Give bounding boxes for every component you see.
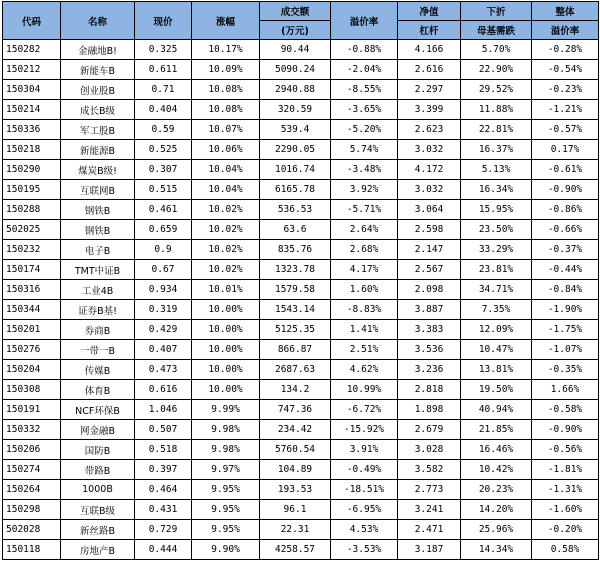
cell-overall: -0.57% (532, 120, 599, 140)
table-row (3, 60, 599, 80)
cell-premium: -3.65% (331, 100, 398, 120)
table-row (3, 160, 599, 180)
cell-name: 房地产B (61, 540, 135, 560)
cell-leverage: 4.172 (398, 160, 461, 180)
cell-change: 10.07% (192, 120, 260, 140)
cell-overall: -0.44% (532, 260, 599, 280)
cell-premium: 2.51% (331, 340, 398, 360)
cell-price: 0.659 (135, 220, 192, 240)
cell-down: 19.50% (461, 380, 532, 400)
cell-code: 150232 (3, 240, 61, 260)
cell-volume: 539.4 (260, 120, 331, 140)
cell-code: 150195 (3, 180, 61, 200)
cell-volume: 866.87 (260, 340, 331, 360)
cell-code: 150304 (3, 80, 61, 100)
cell-volume: 134.2 (260, 380, 331, 400)
cell-change: 10.04% (192, 180, 260, 200)
cell-name: 电子B (61, 240, 135, 260)
cell-leverage: 1.898 (398, 400, 461, 420)
cell-down: 23.50% (461, 220, 532, 240)
cell-price: 0.67 (135, 260, 192, 280)
cell-premium: 3.92% (331, 180, 398, 200)
cell-name: 新丝路B (61, 520, 135, 540)
cell-premium: -2.04% (331, 60, 398, 80)
cell-overall: -0.28% (532, 40, 599, 60)
cell-down: 40.94% (461, 400, 532, 420)
cell-name: 钢铁B (61, 220, 135, 240)
cell-price: 0.616 (135, 380, 192, 400)
table-row (3, 280, 599, 300)
cell-premium: -3.48% (331, 160, 398, 180)
cell-down: 23.81% (461, 260, 532, 280)
cell-leverage: 3.236 (398, 360, 461, 380)
cell-change: 10.06% (192, 140, 260, 160)
cell-down: 34.71% (461, 280, 532, 300)
cell-leverage: 2.471 (398, 520, 461, 540)
cell-code: 150336 (3, 120, 61, 140)
cell-volume: 1016.74 (260, 160, 331, 180)
cell-change: 10.00% (192, 380, 260, 400)
cell-overall: -0.84% (532, 280, 599, 300)
cell-name: 1000B (61, 480, 135, 500)
cell-overall: -0.58% (532, 400, 599, 420)
cell-leverage: 2.616 (398, 60, 461, 80)
cell-down: 25.96% (461, 520, 532, 540)
cell-overall: -0.37% (532, 240, 599, 260)
cell-volume: 4258.57 (260, 540, 331, 560)
cell-overall: 1.66% (532, 380, 599, 400)
table-row (3, 40, 599, 60)
cell-change: 10.02% (192, 220, 260, 240)
cell-leverage: 2.679 (398, 420, 461, 440)
cell-overall: -0.90% (532, 180, 599, 200)
cell-volume: 320.59 (260, 100, 331, 120)
cell-price: 0.429 (135, 320, 192, 340)
cell-price: 0.444 (135, 540, 192, 560)
cell-price: 0.319 (135, 300, 192, 320)
cell-change: 10.00% (192, 360, 260, 380)
cell-leverage: 3.399 (398, 100, 461, 120)
cell-leverage: 2.773 (398, 480, 461, 500)
cell-price: 0.325 (135, 40, 192, 60)
cell-premium: 10.99% (331, 380, 398, 400)
header-name: 名称 (61, 2, 135, 40)
cell-code: 150332 (3, 420, 61, 440)
header-change: 涨幅 (192, 2, 260, 40)
header-down-bottom: 母基需跌 (461, 21, 532, 40)
cell-volume: 6165.78 (260, 180, 331, 200)
cell-volume: 90.44 (260, 40, 331, 60)
cell-premium: 1.41% (331, 320, 398, 340)
header-row-top (3, 2, 599, 21)
cell-down: 29.52% (461, 80, 532, 100)
cell-premium: 4.17% (331, 260, 398, 280)
cell-code: 150344 (3, 300, 61, 320)
cell-code: 150191 (3, 400, 61, 420)
cell-leverage: 3.028 (398, 440, 461, 460)
cell-price: 0.464 (135, 480, 192, 500)
cell-name: 一带一B (61, 340, 135, 360)
cell-premium: -6.95% (331, 500, 398, 520)
cell-change: 10.01% (192, 280, 260, 300)
cell-price: 0.473 (135, 360, 192, 380)
cell-premium: 1.60% (331, 280, 398, 300)
table-row (3, 200, 599, 220)
cell-change: 10.09% (192, 60, 260, 80)
cell-overall: 0.17% (532, 140, 599, 160)
cell-price: 0.525 (135, 140, 192, 160)
cell-name: 体育B (61, 380, 135, 400)
cell-leverage: 4.166 (398, 40, 461, 60)
cell-leverage: 3.064 (398, 200, 461, 220)
cell-price: 0.431 (135, 500, 192, 520)
table-row (3, 260, 599, 280)
cell-price: 0.515 (135, 180, 192, 200)
cell-price: 1.046 (135, 400, 192, 420)
cell-leverage: 2.098 (398, 280, 461, 300)
cell-premium: 5.74% (331, 140, 398, 160)
cell-down: 7.35% (461, 300, 532, 320)
cell-down: 10.47% (461, 340, 532, 360)
cell-price: 0.461 (135, 200, 192, 220)
cell-overall: -1.81% (532, 460, 599, 480)
cell-leverage: 2.297 (398, 80, 461, 100)
cell-name: 互联B级 (61, 500, 135, 520)
cell-code: 150276 (3, 340, 61, 360)
cell-down: 5.13% (461, 160, 532, 180)
header-nav: 净值 (398, 2, 461, 21)
table-row (3, 340, 599, 360)
cell-change: 9.95% (192, 520, 260, 540)
cell-name: NCF环保B (61, 400, 135, 420)
cell-premium: -5.20% (331, 120, 398, 140)
cell-price: 0.407 (135, 340, 192, 360)
table-row (3, 500, 599, 520)
cell-code: 150274 (3, 460, 61, 480)
cell-name: 新能源B (61, 140, 135, 160)
cell-name: 煤炭B级! (61, 160, 135, 180)
table-row (3, 180, 599, 200)
cell-code: 150214 (3, 100, 61, 120)
cell-volume: 1543.14 (260, 300, 331, 320)
cell-name: 国防B (61, 440, 135, 460)
cell-overall: -1.90% (532, 300, 599, 320)
cell-leverage: 3.032 (398, 180, 461, 200)
cell-overall: -0.35% (532, 360, 599, 380)
cell-name: 券商B (61, 320, 135, 340)
table-row (3, 540, 599, 560)
cell-down: 14.34% (461, 540, 532, 560)
table-row (3, 360, 599, 380)
cell-overall: -0.23% (532, 80, 599, 100)
cell-volume: 5760.54 (260, 440, 331, 460)
cell-code: 150264 (3, 480, 61, 500)
cell-leverage: 3.187 (398, 540, 461, 560)
cell-code: 150288 (3, 200, 61, 220)
header-down: 下折 (461, 2, 532, 21)
cell-name: 成长B级 (61, 100, 135, 120)
cell-overall: -1.60% (532, 500, 599, 520)
cell-name: 新能车B (61, 60, 135, 80)
header-volume-unit: (万元) (260, 21, 331, 40)
cell-change: 10.04% (192, 160, 260, 180)
cell-code: 150308 (3, 380, 61, 400)
cell-down: 14.20% (461, 500, 532, 520)
cell-overall: -0.66% (532, 220, 599, 240)
table-row (3, 240, 599, 260)
cell-down: 22.90% (461, 60, 532, 80)
cell-code: 150118 (3, 540, 61, 560)
cell-leverage: 3.582 (398, 460, 461, 480)
cell-premium: 2.68% (331, 240, 398, 260)
cell-code: 150316 (3, 280, 61, 300)
cell-volume: 2290.05 (260, 140, 331, 160)
cell-code: 150290 (3, 160, 61, 180)
cell-change: 9.99% (192, 400, 260, 420)
cell-name: 军工股B (61, 120, 135, 140)
cell-code: 150204 (3, 360, 61, 380)
cell-down: 21.85% (461, 420, 532, 440)
header-overall: 整体 (532, 2, 599, 21)
cell-change: 10.00% (192, 300, 260, 320)
cell-change: 9.95% (192, 480, 260, 500)
cell-volume: 63.6 (260, 220, 331, 240)
cell-overall: -0.54% (532, 60, 599, 80)
header-leverage: 杠杆 (398, 21, 461, 40)
cell-premium: -8.55% (331, 80, 398, 100)
table-row (3, 300, 599, 320)
cell-price: 0.307 (135, 160, 192, 180)
cell-premium: 4.62% (331, 360, 398, 380)
cell-leverage: 3.887 (398, 300, 461, 320)
cell-name: 互联网B (61, 180, 135, 200)
cell-down: 11.88% (461, 100, 532, 120)
cell-price: 0.934 (135, 280, 192, 300)
cell-overall: -1.31% (532, 480, 599, 500)
cell-volume: 1579.58 (260, 280, 331, 300)
cell-leverage: 2.598 (398, 220, 461, 240)
cell-leverage: 3.241 (398, 500, 461, 520)
table-row (3, 220, 599, 240)
cell-premium: -18.51% (331, 480, 398, 500)
cell-overall: -1.07% (532, 340, 599, 360)
cell-name: 工业4B (61, 280, 135, 300)
cell-down: 15.95% (461, 200, 532, 220)
table-row (3, 460, 599, 480)
table-row (3, 380, 599, 400)
cell-name: 传媒B (61, 360, 135, 380)
cell-code: 150218 (3, 140, 61, 160)
cell-down: 33.29% (461, 240, 532, 260)
cell-name: TMT中证B (61, 260, 135, 280)
cell-name: 证券B基! (61, 300, 135, 320)
table-row (3, 140, 599, 160)
cell-change: 10.08% (192, 100, 260, 120)
cell-down: 16.46% (461, 440, 532, 460)
cell-volume: 747.36 (260, 400, 331, 420)
cell-overall: -0.86% (532, 200, 599, 220)
cell-change: 10.17% (192, 40, 260, 60)
cell-overall: -0.90% (532, 420, 599, 440)
table-row (3, 400, 599, 420)
cell-code: 150201 (3, 320, 61, 340)
cell-volume: 2687.63 (260, 360, 331, 380)
cell-price: 0.71 (135, 80, 192, 100)
cell-leverage: 3.536 (398, 340, 461, 360)
cell-overall: -1.21% (532, 100, 599, 120)
fund-table (2, 1, 599, 560)
cell-name: 创业股B (61, 80, 135, 100)
cell-premium: 4.53% (331, 520, 398, 540)
cell-volume: 22.31 (260, 520, 331, 540)
cell-change: 9.95% (192, 500, 260, 520)
cell-price: 0.397 (135, 460, 192, 480)
cell-code: 150212 (3, 60, 61, 80)
cell-leverage: 3.383 (398, 320, 461, 340)
header-volume: 成交额 (260, 2, 331, 21)
cell-volume: 5125.35 (260, 320, 331, 340)
cell-change: 10.00% (192, 320, 260, 340)
cell-premium: -0.49% (331, 460, 398, 480)
cell-price: 0.729 (135, 520, 192, 540)
cell-name: 金融地B! (61, 40, 135, 60)
cell-volume: 1323.78 (260, 260, 331, 280)
cell-premium: -15.92% (331, 420, 398, 440)
cell-down: 16.37% (461, 140, 532, 160)
cell-overall: 0.58% (532, 540, 599, 560)
cell-overall: -0.56% (532, 440, 599, 460)
cell-change: 9.97% (192, 460, 260, 480)
header-price: 现价 (135, 2, 192, 40)
table-row (3, 120, 599, 140)
table-row (3, 480, 599, 500)
cell-down: 10.42% (461, 460, 532, 480)
cell-change: 10.00% (192, 340, 260, 360)
cell-premium: -5.71% (331, 200, 398, 220)
cell-leverage: 2.147 (398, 240, 461, 260)
cell-name: 带路B (61, 460, 135, 480)
cell-down: 5.70% (461, 40, 532, 60)
cell-premium: -6.72% (331, 400, 398, 420)
table-row (3, 100, 599, 120)
cell-down: 20.23% (461, 480, 532, 500)
cell-premium: -3.53% (331, 540, 398, 560)
cell-price: 0.518 (135, 440, 192, 460)
cell-volume: 193.53 (260, 480, 331, 500)
cell-price: 0.507 (135, 420, 192, 440)
cell-price: 0.9 (135, 240, 192, 260)
cell-name: 钢铁B (61, 200, 135, 220)
cell-down: 16.34% (461, 180, 532, 200)
cell-name: 网金融B (61, 420, 135, 440)
cell-leverage: 2.567 (398, 260, 461, 280)
cell-code: 150298 (3, 500, 61, 520)
cell-price: 0.404 (135, 100, 192, 120)
cell-leverage: 3.032 (398, 140, 461, 160)
cell-down: 13.81% (461, 360, 532, 380)
table-row (3, 420, 599, 440)
cell-volume: 835.76 (260, 240, 331, 260)
header-premium: 溢价率 (331, 2, 398, 40)
table-row (3, 80, 599, 100)
cell-change: 9.90% (192, 540, 260, 560)
cell-code: 150206 (3, 440, 61, 460)
table-row (3, 320, 599, 340)
cell-code: 502025 (3, 220, 61, 240)
table-body (3, 40, 599, 560)
cell-volume: 2940.88 (260, 80, 331, 100)
cell-volume: 104.89 (260, 460, 331, 480)
cell-price: 0.611 (135, 60, 192, 80)
cell-code: 150174 (3, 260, 61, 280)
cell-premium: -0.88% (331, 40, 398, 60)
cell-leverage: 2.818 (398, 380, 461, 400)
cell-volume: 5090.24 (260, 60, 331, 80)
cell-premium: 2.64% (331, 220, 398, 240)
cell-down: 22.81% (461, 120, 532, 140)
header-overall-bottom: 溢价率 (532, 21, 599, 40)
cell-overall: -0.20% (532, 520, 599, 540)
cell-volume: 234.42 (260, 420, 331, 440)
cell-volume: 96.1 (260, 500, 331, 520)
cell-code: 502028 (3, 520, 61, 540)
cell-leverage: 2.623 (398, 120, 461, 140)
cell-change: 10.02% (192, 240, 260, 260)
cell-premium: 3.91% (331, 440, 398, 460)
cell-premium: -8.83% (331, 300, 398, 320)
cell-overall: -1.75% (532, 320, 599, 340)
cell-code: 150282 (3, 40, 61, 60)
table-row (3, 520, 599, 540)
cell-change: 10.02% (192, 200, 260, 220)
cell-change: 10.08% (192, 80, 260, 100)
cell-price: 0.59 (135, 120, 192, 140)
cell-down: 12.09% (461, 320, 532, 340)
header-code: 代码 (3, 2, 61, 40)
cell-change: 10.02% (192, 260, 260, 280)
cell-change: 9.98% (192, 420, 260, 440)
cell-volume: 536.53 (260, 200, 331, 220)
cell-change: 9.98% (192, 440, 260, 460)
cell-overall: -0.61% (532, 160, 599, 180)
table-row (3, 440, 599, 460)
